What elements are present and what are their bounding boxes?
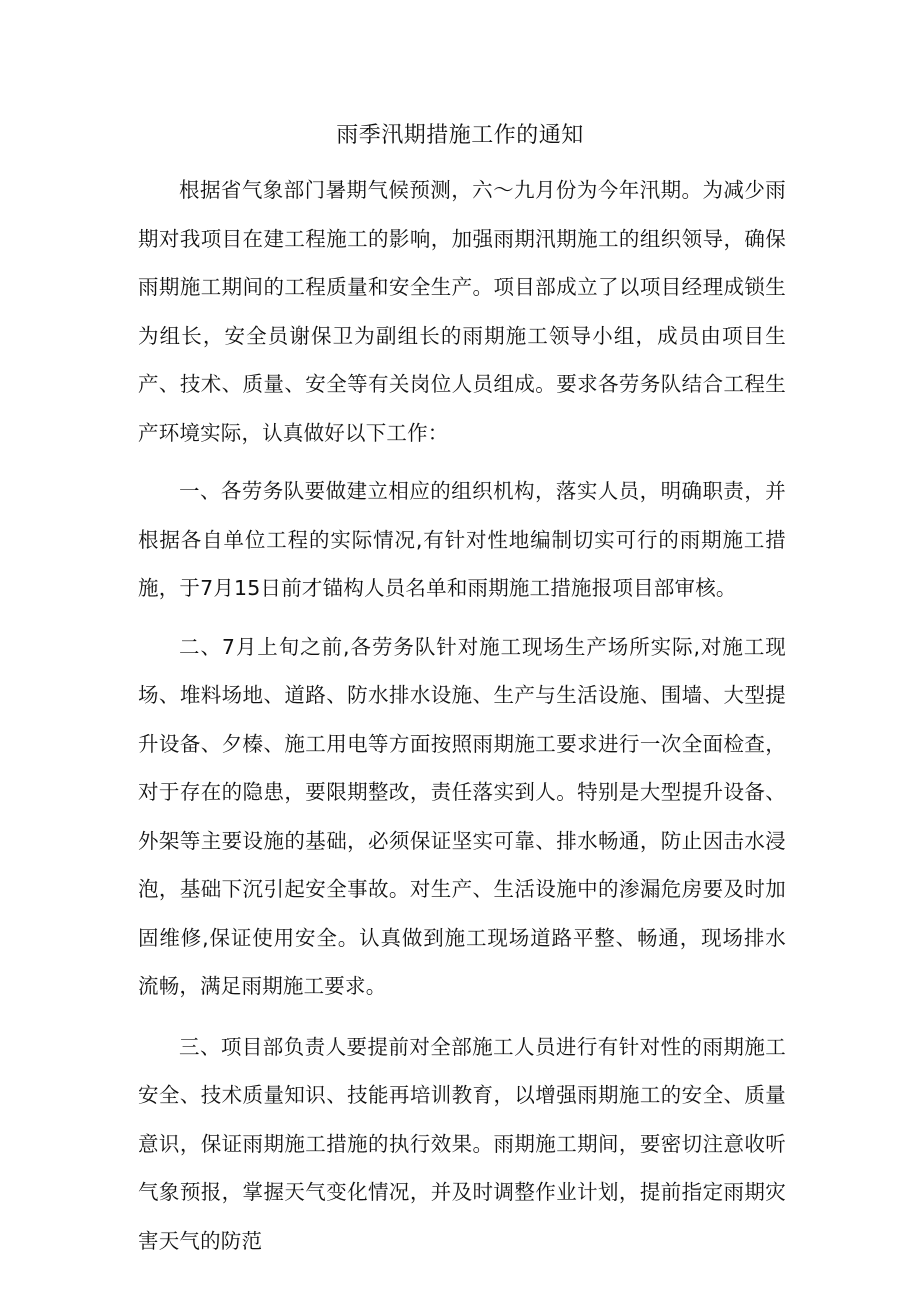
document-body (138, 166, 786, 1265)
document-title: 雨季汛期措施工作的通知 (336, 123, 584, 148)
paragraph-intro: 根据省气象部门暑期气候预测，六〜九月份为今年汛期。为减少雨期对我项目在建工程施工的影响，加强雨期汛期施工的组织领导，确保雨期施工期间的工程质量和安全生产。项目部成立了以项目经理成锁生为组长，安全员谢保卫为副组长的雨期施工领导小组，成员由项目生产、技术、质量、安全等有关岗位人员组成。要求各劳务队结合工程生产环境实际，认真做好以下工作： (138, 178, 786, 445)
paragraph-item-1: 一、各劳务队要做建立相应的组织机构，落实人员，明确职责，并根据各自单位工程的实际情况,有针对性地编制切实可行的雨期施工措施，于7月15日前才锚构人员名单和雨期施工措施报项目部审核。 (138, 479, 786, 600)
paragraph-item-3: 三、项目部负责人要提前对全部施工人员进行有针对性的雨期施工安全、技术质量知识、技能再培训教育，以增强雨期施工的安全、质量意识，保证雨期施工措施的执行效果。雨期施工期间，要密切注意收听气象预报，掌握天气变化情况，并及时调整作业计划，提前指定雨期灾害天气的防范 (138, 1034, 786, 1253)
paragraph-item-2: 二、7月上旬之前,各劳务队针对施工现场生产场所实际,对施工现场、堆料场地、道路、防水排水设施、生产与生活设施、围墙、大型提升设备、夕榛、施工用电等方面按照雨期施工要求进行一次全面检查，对于存在的隐患，要限期整改，责任落实到人。特别是大型提升设备、外架等主要设施的基础，必须保证坚实可靠、排水畅通，防止因击水浸泡，基础下沉引起安全事故。对生产、生活设施中的渗漏危房要及时加固维修,保证使用安全。认真做到施工现场道路平整、畅通，现场排水流畅，满足雨期施工要求。 (138, 634, 786, 998)
